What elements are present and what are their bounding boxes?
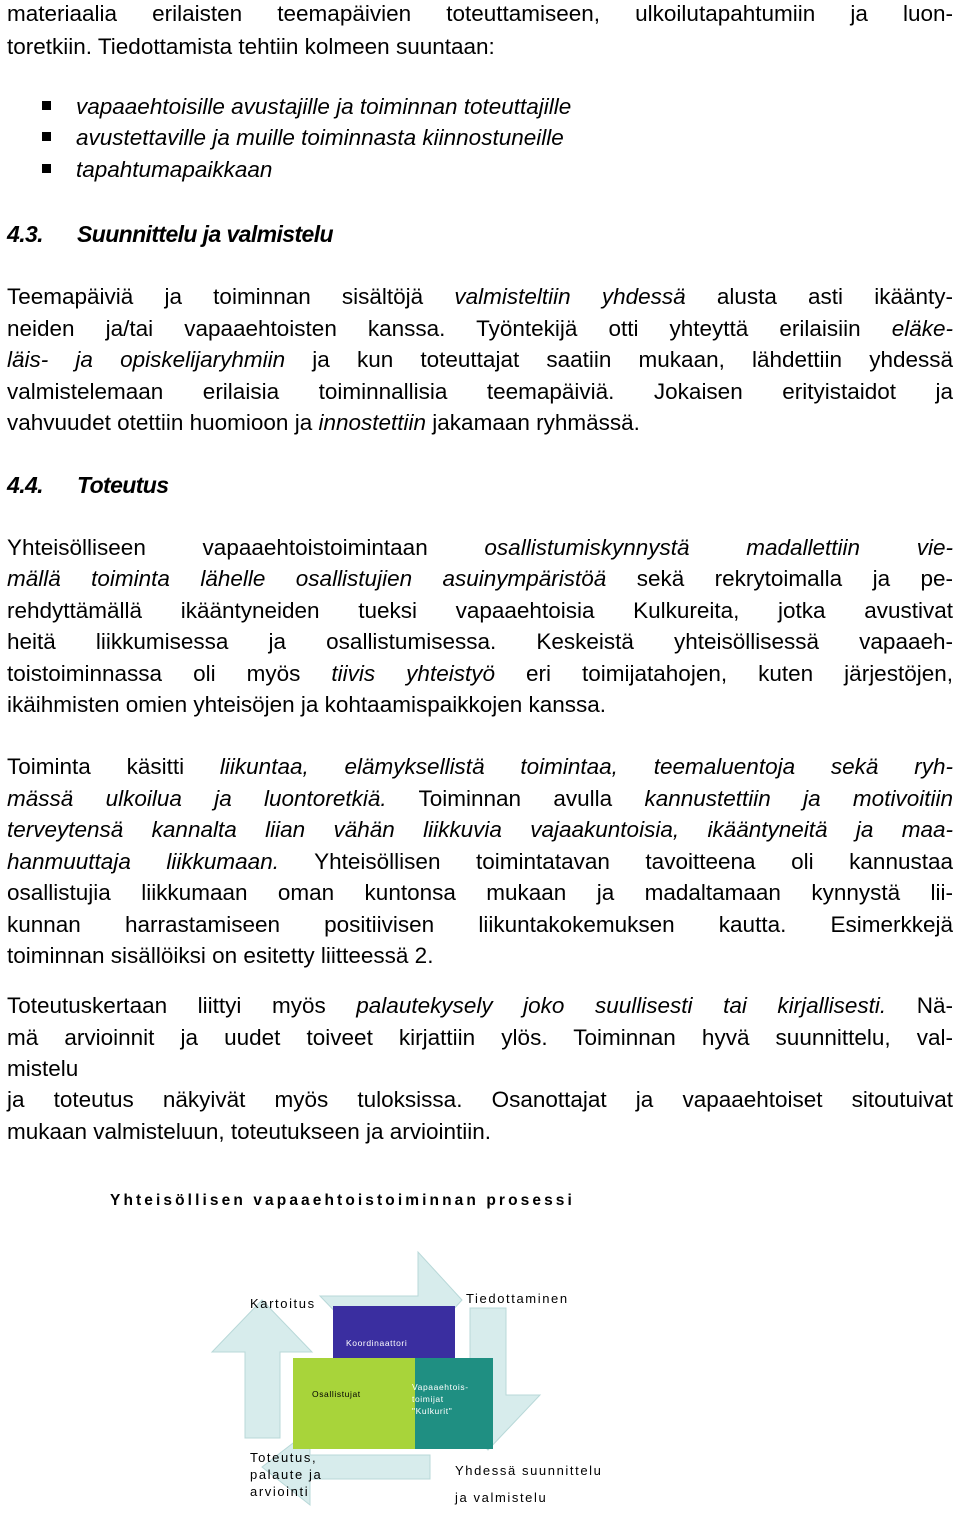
label-toteutus: Toteutus,: [250, 1450, 318, 1465]
section-number: 4.4.: [7, 472, 43, 498]
paragraph-line: ja toteutus näkyivät myös tuloksissa. Osanottajat ja vapaaehtoiset sitoutuivat: [7, 1087, 953, 1112]
label-suunnittelu: Yhdessä suunnittelu: [455, 1463, 603, 1478]
paragraph-line: mällä toiminta lähelle osallistujien asuinympäristöä sekä rekrytoimalla ja pe-: [7, 566, 953, 591]
paragraph-line: mukaan valmisteluun, toteutukseen ja arviointiin.: [7, 1119, 492, 1144]
paragraph-line: Yhteisölliseen vapaaehtoistoimintaan osallistumiskynnystä madallettiin vie-: [7, 535, 953, 560]
section-title: Suunnittelu ja valmistelu: [77, 221, 333, 247]
label-toteutus: palaute ja: [250, 1467, 323, 1482]
paragraph-line: mistelu: [7, 1056, 79, 1081]
paragraph-line: Toteutuskertaan liittyi myös palautekysely joko suullisesti tai kirjallisesti. Nä-: [7, 993, 953, 1018]
paragraph-line: läis- ja opiskelijaryhmiin ja kun toteuttajat saatiin mukaan, lähdettiin yhdessä: [7, 347, 954, 372]
paragraph-line: toiminnan sisällöiksi on esitetty liitteessä 2.: [7, 943, 434, 968]
section-number: 4.3.: [7, 221, 43, 247]
paragraph-line: rehdyttämällä ikääntyneiden tueksi vapaaehtoisia Kulkureita, jotka avustivat: [7, 598, 953, 623]
bullet-item: vapaaehtoisille avustajille ja toiminnan toteuttajille: [76, 94, 572, 119]
koordinaattori-box: [333, 1306, 455, 1358]
osallistujat-box: [293, 1358, 415, 1449]
label-kartoitus: Kartoitus: [250, 1296, 316, 1311]
paragraph-line: hanmuuttaja liikkumaan. Yhteisöllisen toimintatavan tavoitteena oli kannustaa: [7, 849, 954, 874]
paragraph-line: mä arvioinnit ja uudet toiveet kirjattiin ylös. Toiminnan hyvä suunnittelu, val-: [7, 1025, 953, 1050]
label-vapaaehtoiset: toimijat: [412, 1394, 444, 1404]
section-title: Toteutus: [77, 472, 169, 498]
label-vapaaehtoiset: "Kulkurit": [412, 1406, 453, 1416]
paragraph-line: toistoiminnassa oli myös tiivis yhteistyö eri toimijatahojen, kuten järjestöjen,: [7, 661, 953, 686]
paragraph-line: mässä ulkoilua ja luontoretkiä. Toiminnan avulla kannustettiin ja motivoitiin: [7, 786, 953, 811]
paragraph-line: Teemapäiviä ja toiminnan sisältöjä valmisteltiin yhdessä alusta asti ikäänty-: [7, 284, 953, 309]
label-tiedottaminen: Tiedottaminen: [466, 1291, 569, 1306]
label-vapaaehtoiset: Vapaaehtois-: [412, 1382, 469, 1392]
paragraph-line: heitä liikkumisessa ja osallistumisessa. Keskeistä yhteisöllisessä vapaaeh-: [7, 629, 953, 654]
paragraph-line: Toiminta käsitti liikuntaa, elämyksellistä toimintaa, teemaluentoja sekä ryh-: [7, 754, 953, 779]
bullet-item: tapahtumapaikkaan: [76, 157, 273, 182]
paragraph-line: ikäihmisten omien yhteisöjen ja kohtaamispaikkojen kanssa.: [7, 692, 607, 717]
label-toteutus: arviointi: [250, 1484, 310, 1499]
bullet-item: avustettaville ja muille toiminnasta kiinnostuneille: [76, 125, 564, 150]
label-osallistujat: Osallistujat: [312, 1389, 361, 1399]
intro-line: materiaalia erilaisten teemapäivien toteuttamiseen, ulkoilutapahtumiin ja luon-: [7, 1, 953, 26]
paragraph-line: osallistujia liikkumaan oman kuntonsa mukaan ja madaltamaan kynnystä lii-: [7, 880, 953, 905]
paragraph-line: vahvuudet otettiin huomioon ja innostettiin jakamaan ryhmässä.: [7, 410, 640, 435]
label-koordinaattori: Koordinaattori: [346, 1338, 408, 1348]
paragraph-line: neiden ja/tai vapaaehtoisten kanssa. Työntekijä otti yhteyttä erilaisiin eläke-: [7, 316, 953, 341]
paragraph-line: terveytensä kannalta liian vähän liikkuvia vajaakuntoisia, ikääntyneitä ja maa-: [7, 817, 953, 842]
intro-line: toretkiin. Tiedottamista tehtiin kolmeen suuntaan:: [7, 34, 495, 59]
diagram-title: Yhteisöllisen vapaaehtoistoiminnan prosessi: [110, 1192, 575, 1209]
paragraph-line: valmistelemaan erilaisia toiminnallisia teemapäiviä. Jokaisen erityistaidot ja: [7, 379, 953, 404]
paragraph-line: kunnan harrastamiseen positiivisen liikuntakokemuksen kautta. Esimerkkejä: [7, 912, 953, 937]
label-suunnittelu: ja valmistelu: [455, 1490, 548, 1505]
